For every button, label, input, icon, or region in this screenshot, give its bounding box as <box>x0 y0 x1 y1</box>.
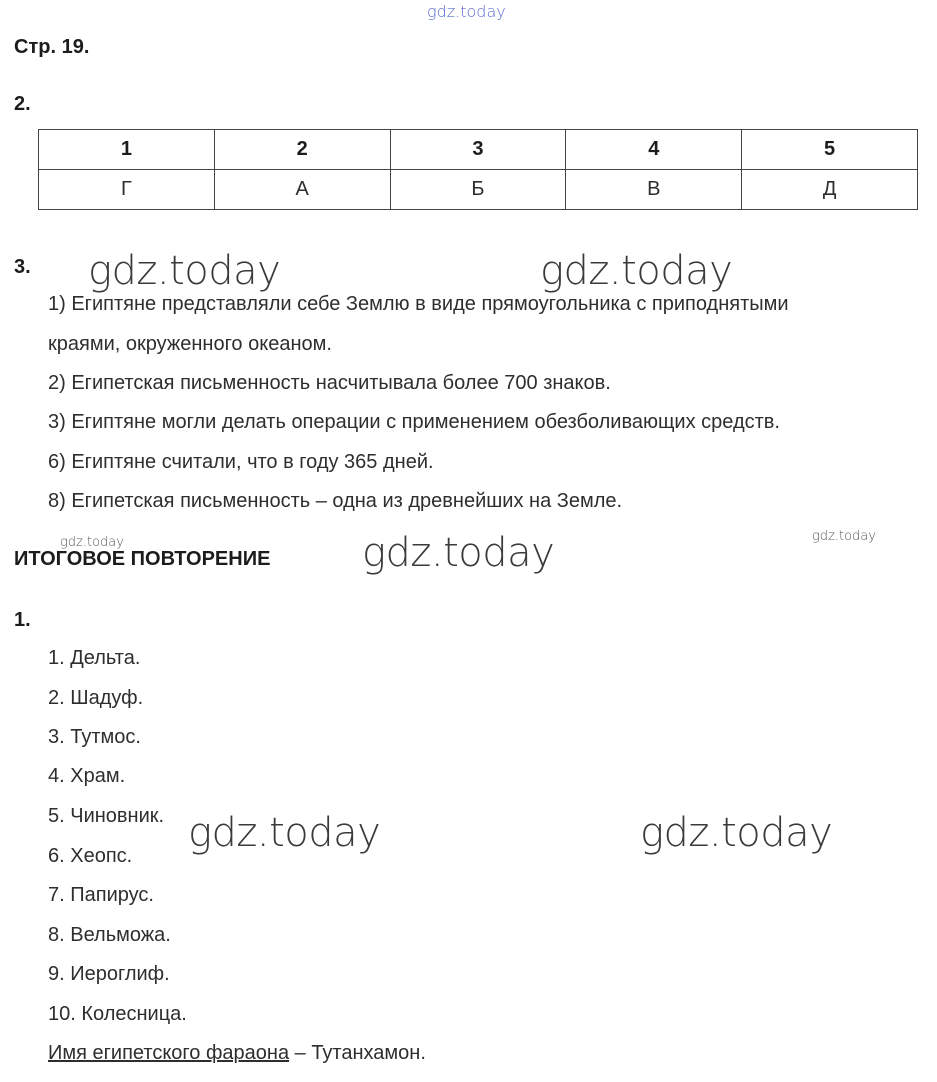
watermark-big: gdz.today <box>540 248 733 294</box>
task2-number: 2. <box>14 93 31 115</box>
table-header-cell: 3 <box>390 130 566 170</box>
watermark-top: gdz.today <box>427 2 506 21</box>
list-item: 2. Шадуф. <box>48 687 144 709</box>
list-item: 4. Храм. <box>48 765 126 787</box>
answer-table <box>38 129 918 210</box>
table-header-row <box>39 130 918 170</box>
table-cell: В <box>566 170 742 210</box>
pharaoh-line <box>48 1042 426 1065</box>
list-item: 9. Иероглиф. <box>48 963 170 985</box>
watermark-big: gdz.today <box>640 810 833 856</box>
task3-line: 2) Египетская письменность насчитывала более 700 знаков. <box>48 372 611 394</box>
task3-line: 6) Египтяне считали, что в году 365 дней. <box>48 451 434 473</box>
table-cell: Б <box>390 170 566 210</box>
final-task-number: 1. <box>14 609 31 631</box>
list-item: 7. Папирус. <box>48 884 154 906</box>
task3-number: 3. <box>14 256 31 278</box>
watermark-small: gdz.today <box>60 535 124 550</box>
table-cell: А <box>214 170 390 210</box>
task3-line: краями, окруженного океаном. <box>48 333 332 355</box>
list-item: 1. Дельта. <box>48 647 141 669</box>
watermark-small: gdz.today <box>812 529 876 544</box>
task3-line: 1) Египтяне представляли себе Землю в виде прямоугольника с приподнятыми <box>48 293 789 315</box>
watermark-big: gdz.today <box>88 248 281 294</box>
list-item: 10. Колесница. <box>48 1003 187 1025</box>
table-header-cell: 1 <box>39 130 215 170</box>
watermark-big: gdz.today <box>362 530 555 576</box>
table-header-cell: 2 <box>214 130 390 170</box>
table-header-cell: 4 <box>566 130 742 170</box>
page-label: Стр. 19. <box>14 36 90 58</box>
table-cell: Г <box>39 170 215 210</box>
pharaoh-answer: – Тутанхамон. <box>289 1042 426 1064</box>
list-item: 8. Вельможа. <box>48 924 171 946</box>
list-item: 5. Чиновник. <box>48 805 165 827</box>
list-item: 3. Тутмос. <box>48 726 141 748</box>
pharaoh-label: Имя египетского фараона <box>48 1042 290 1064</box>
task3-line: 8) Египетская письменность – одна из древнейших на Земле. <box>48 490 623 512</box>
table-header-cell: 5 <box>742 130 918 170</box>
section-title: ИТОГОВОЕ ПОВТОРЕНИЕ <box>14 548 271 570</box>
table-row <box>39 170 918 210</box>
task3-line: 3) Египтяне могли делать операции с применением обезболивающих средств. <box>48 411 780 433</box>
table-cell: Д <box>742 170 918 210</box>
watermark-big: gdz.today <box>188 810 381 856</box>
list-item: 6. Хеопс. <box>48 845 133 867</box>
